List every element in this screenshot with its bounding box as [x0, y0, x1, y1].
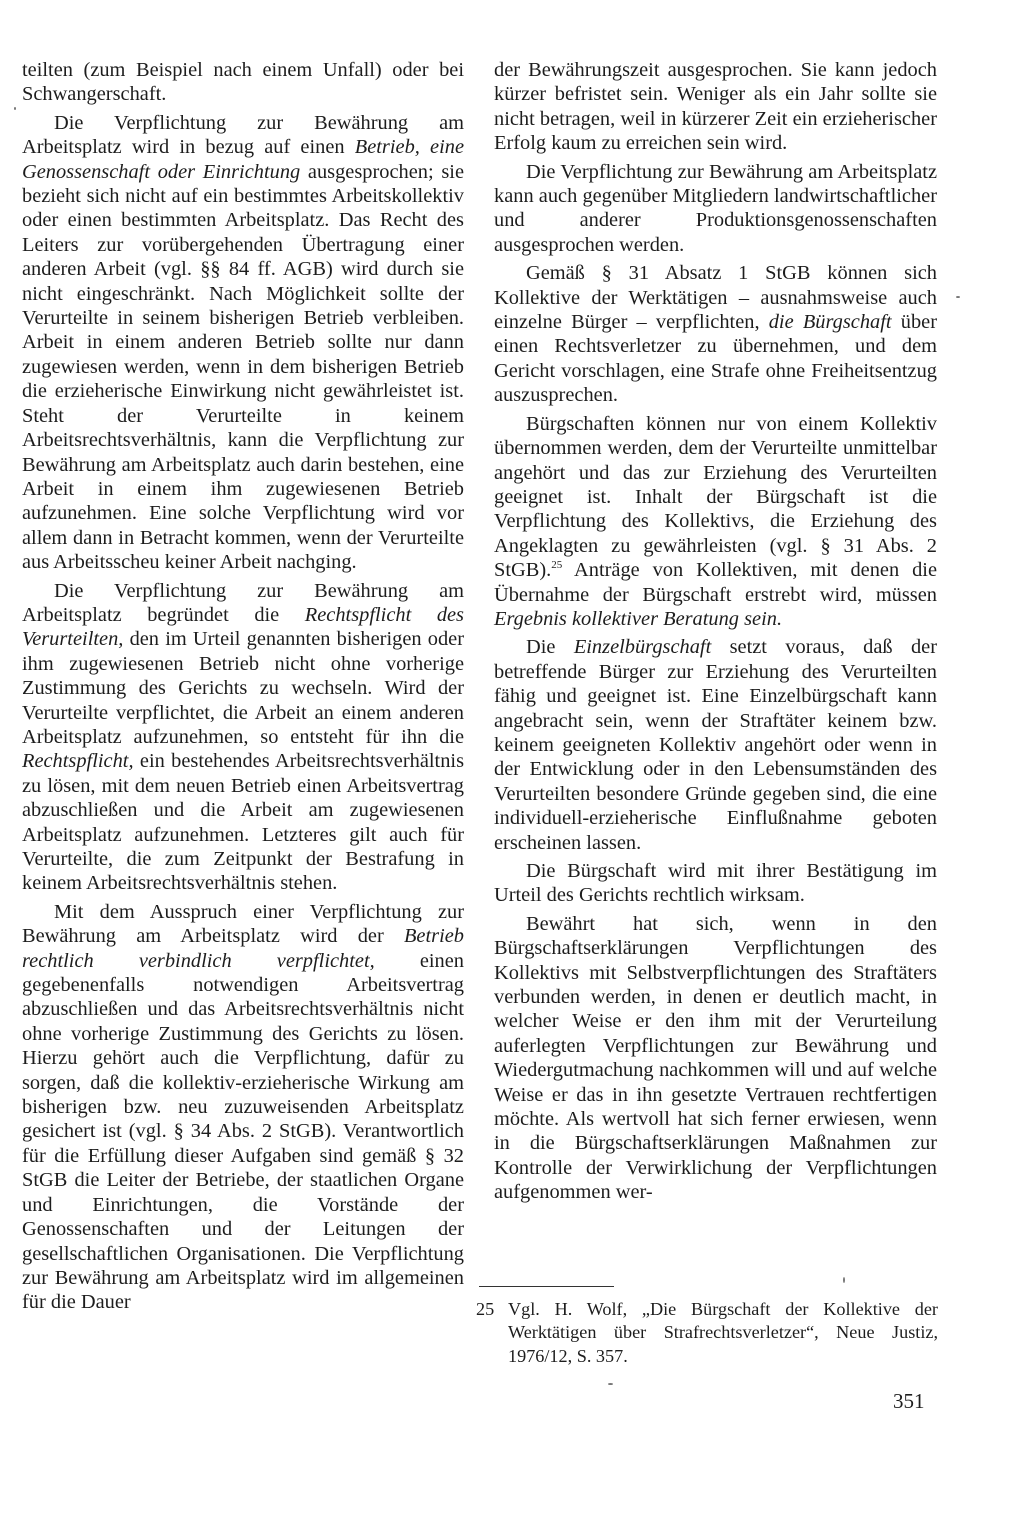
left-column-paragraph	[22, 111, 464, 575]
body-text: Mit dem Ausspruch einer Verpflichtung zur Bewährung am Arbeitsplatz wird der	[22, 900, 464, 948]
body-text: über einen Rechtsverletzer zu übernehmen, und dem Gericht vorschlagen, eine Strafe ohne Freiheitsentzug auszusprechen.	[494, 311, 937, 407]
body-text: Die Verpflichtung zur Bewährung am Arbeitsplatz kann auch gegenüber Mitgliedern landwirtschaftlicher und anderer Produktionsgenossenschaften ausgesprochen werden.	[494, 160, 937, 256]
emphasized-text: Betrieb, eine Genossenschaft oder Einrichtung	[22, 136, 464, 183]
right-column-paragraph	[494, 160, 937, 258]
scan-speck	[14, 107, 16, 110]
right-column-paragraph	[494, 635, 937, 855]
body-text: einen gegebenenfalls notwendigen Arbeitsvertrag abzuschließen und das Arbeitsrechtsverhältnis nicht ohne vorherige Zustimmung des Gerichts zu lösen. Hierzu gehört auch die Verpflichtung, dafür zu sorgen, daß die kollektiv-erzieherische Wirkung am bisherigen bzw. neu zuzuweisenden Arbeitsplatz gesichert ist (vgl. § 34 Abs. 2 StGB). Verantwortlich für die Erfüllung dieser Aufgaben sind gemäß § 32 StGB die Leiter der Betriebe, der staatlichen Organe und Einrichtungen, die Vorstände der Genossenschaften und der Leitungen der gesellschaftlichen Organisationen. Die Verpflichtung zur Bewährung am Arbeitsplatz wird im allgemeinen für die Dauer	[22, 949, 464, 1314]
scan-speck	[608, 1383, 613, 1385]
body-text: setzt voraus, daß der betreffende Bürger zur Erziehung des Verurteilten fähig und geeignet ist. Eine Einzelbürgschaft kann angebracht sein, wenn der Straftäter keinem bzw. keinem geeigneten Kollektiv angehört oder wenn in der Entwicklung oder in den Lebensumständen des Verurteilten besondere Gründe gegeben sind, die eine individuell-erzieherische Einflußnahme geboten erscheinen lassen.	[494, 636, 937, 854]
body-text: teilten (zum Beispiel nach einem Unfall) oder bei Schwangerschaft.	[22, 59, 464, 106]
emphasized-text: Rechtspflicht des Verurteilten,	[22, 603, 464, 651]
footnote-separator	[479, 1286, 614, 1287]
emphasized-text: Betrieb rechtlich verbindlich verpflichtet,	[22, 925, 464, 972]
emphasized-text: Ergebnis kollektiver Beratung sein.	[494, 607, 783, 630]
footnote-number: 25	[476, 1299, 495, 1319]
right-column-paragraph	[494, 912, 937, 1205]
body-text: Die Bürgschaft wird mit ihrer Bestätigung im Urteil des Gerichts rechtlich wirksam.	[494, 860, 937, 907]
body-text: Anträge von Kollektiven, mit denen die Übernahme der Bürgschaft erstrebt wird, müssen	[494, 559, 937, 606]
scan-speck	[843, 1277, 845, 1283]
body-text: Gemäß § 31 Absatz 1 StGB können sich Kollektive der Werktätigen – ausnahmsweise auch einzelne Bürger – verpflichten,	[494, 262, 937, 334]
emphasized-text: Einzelbürgschaft	[573, 636, 712, 659]
left-column-paragraph	[22, 900, 464, 1315]
right-column-paragraph	[494, 261, 937, 407]
right-column-paragraph	[494, 412, 937, 632]
left-column-paragraph	[22, 58, 464, 107]
emphasized-text: die Bürgschaft	[768, 311, 892, 334]
body-text: der Bewährungszeit ausgesprochen. Sie kann jedoch kürzer befristet sein. Weniger als ein Jahr sollte sie nicht betragen, weil in kürzerer Zeit ein erzieherischer Erfolg kaum zu erreichen sein wird.	[494, 59, 937, 155]
footnote-text: Vgl. H. Wolf, „Die Bürgschaft der Kollektive der Werktätigen über Strafrechtsverletzer“, Neue Justiz, 1976/12, S. 357.	[508, 1299, 938, 1366]
footnote	[476, 1298, 938, 1368]
right-column-paragraph	[494, 58, 937, 156]
left-text-column	[22, 58, 464, 1319]
page-number: 351	[893, 1389, 925, 1413]
left-column-paragraph	[22, 579, 464, 896]
body-text: Die Verpflichtung zur Bewährung am Arbeitsplatz begründet die	[22, 579, 464, 626]
scan-speck	[956, 296, 960, 298]
body-text: Bürgschaften können nur von einem Kollektiv übernommen werden, dem der Verurteilte unmittelbar angehört und das zur Erziehung des Verurteilten geeignet ist. Inhalt der Bürgschaft ist die Verpflichtung des Kollektivs, die Erziehung des Angeklagten zu gewährleisten (vgl. § 31 Abs. 2 StGB).	[494, 412, 937, 582]
body-text: ausgesprochen; sie bezieht sich nicht auf ein bestimmtes Arbeitskollektiv oder einen bestimmten Arbeitsplatz. Das Recht des Leiters zur vorübergehenden Übertragung einer anderen Arbeit (vgl. §§ 84 ff. AGB) wird durch sie nicht eingeschränkt. Nach Möglichkeit sollte der Verurteilte in seinem bisherigen Betrieb verbleiben. Arbeit in einem anderen Betrieb sollte nur dann zugewiesen werden, wenn in dem bisherigen Betrieb die erzieherische Einwirkung nicht gewährleistet ist. Steht der Verurteilte in keinem Arbeitsrechtsverhältnis, kann die Verpflichtung zur Bewährung am Arbeitsplatz auch darin bestehen, eine Arbeit in einem ihm zugewiesenen Betrieb aufzunehmen. Eine solche Verpflichtung wird vor allem dann in Betracht kommen, wenn der Verurteilte aus Arbeitsscheu keiner Arbeit nachging.	[22, 160, 464, 574]
body-text: Die Verpflichtung zur Bewährung am Arbeitsplatz wird in bezug auf einen	[22, 111, 464, 159]
body-text: Die	[526, 636, 574, 659]
body-text: den im Urteil genannten bisherigen oder ihm zugewiesenen Betrieb nicht ohne vorherige Zustimmung des Gerichts zu wechseln. Wird der Verurteilte verpflichtet, die Arbeit an einem anderen Arbeitsplatz aufzunehmen, so entsteht für ihn die	[22, 628, 464, 748]
footnote-reference: 25	[551, 559, 563, 572]
right-text-column	[494, 58, 937, 1209]
body-text: Bewährt hat sich, wenn in den Bürgschaftserklärungen Verpflichtungen des Kollektivs mit Selbstverpflichtungen des Straftäters verbunden werden, in denen er deutlich macht, in welcher Weise er den ihm mit der Verurteilung auferlegten Verpflichtungen zur Bewährung und Wiedergutmachung nachkommen will und auf welche Weise er das in ihn gesetzte Vertrauen rechtfertigen möchte. Als wertvoll hat sich ferner erwiesen, wenn in die Bürgschaftserklärungen Maßnahmen zur Kontrolle der Verwirklichung der Verpflichtungen aufgenommen wer-	[494, 912, 937, 1204]
right-column-paragraph	[494, 859, 937, 908]
emphasized-text: Rechtspflicht,	[22, 750, 134, 773]
body-text: ein bestehendes Arbeitsrechtsverhältnis zu lösen, mit dem neuen Betrieb einen Arbeitsvertrag abzuschließen und die Arbeit am zugewiesenen Arbeitsplatz aufzunehmen. Letzteres gilt auch für Verurteilte, die zum Zeitpunkt der Bestrafung in keinem Arbeitsrechtsverhältnis stehen.	[22, 750, 464, 895]
